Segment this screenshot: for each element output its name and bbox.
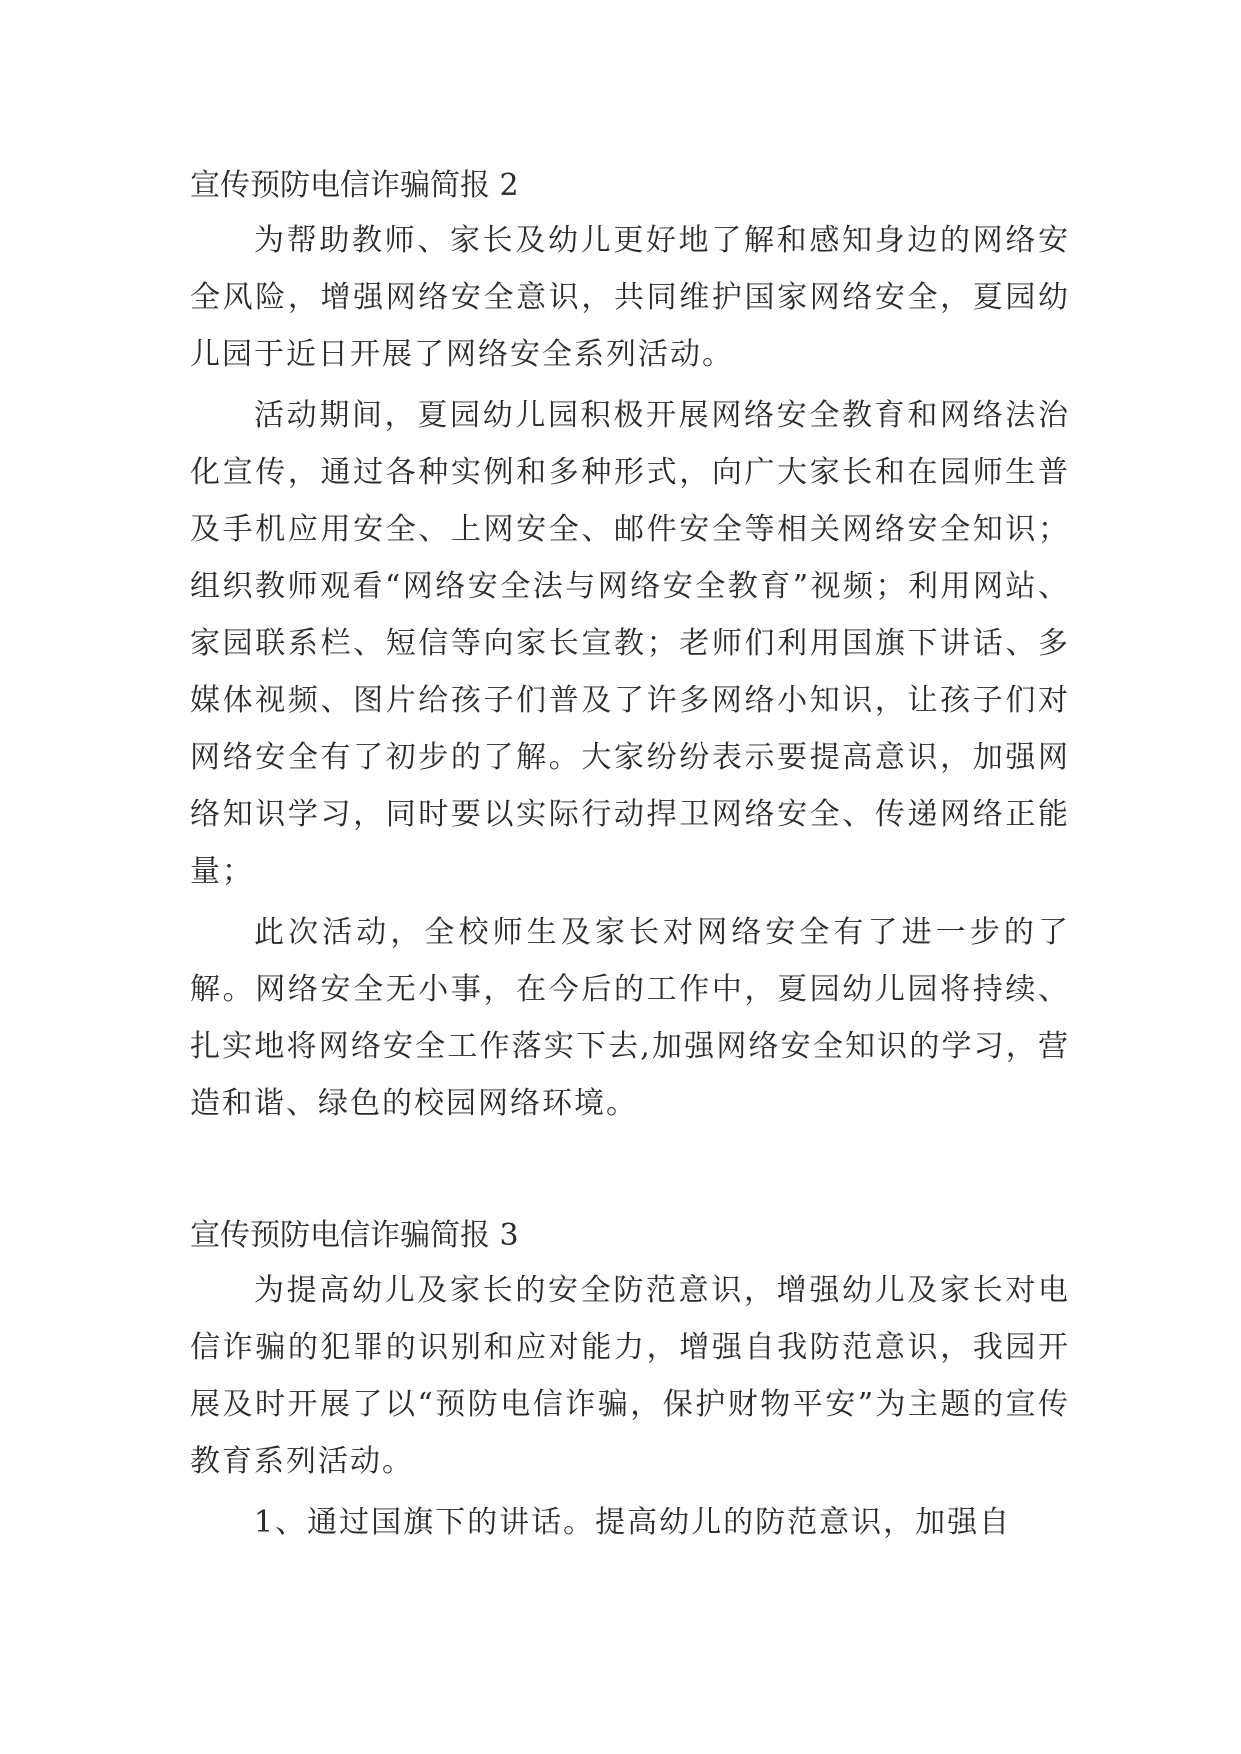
section-title: 宣传预防电信诈骗简报 3: [190, 1218, 519, 1253]
section-title: 宣传预防电信诈骗简报 2: [190, 168, 519, 203]
paragraph: 为帮助教师、家长及幼儿更好地了解和感知身边的网络安全风险，增强网络安全意识，共同维护国家网络安全，夏园幼儿园于近日开展了网络安全系列活动。: [190, 223, 1070, 372]
paragraph: 此次活动，全校师生及家长对网络安全有了进一步的了解。网络安全无小事，在今后的工作中，夏园幼儿园将持续、扎实地将网络安全工作落实下去,加强网络安全知识的学习，营造和谐、绿色的校园网络环境。: [190, 915, 1070, 1121]
report-section-2: [190, 160, 1070, 1132]
paragraph: 1、通过国旗下的讲话。提高幼儿的防范意识，加强自: [254, 1505, 1012, 1540]
paragraph: 活动期间，夏园幼儿园积极开展网络安全教育和网络法治化宣传，通过各种实例和多种形式，向广大家长和在园师生普及手机应用安全、上网安全、邮件安全等相关网络安全知识；组织教师观看“网络安全法与网络安全教育”视频；利用网站、家园联系栏、短信等向家长宣教；老师们利用国旗下讲话、多媒体视频、图片给孩子们普及了许多网络小知识，让孩子们对网络安全有了初步的了解。大家纷纷表示要提高意识，加强网络知识学习，同时要以实际行动捍卫网络安全、传递网络正能量；: [190, 398, 1070, 889]
report-section-3: [190, 1210, 1070, 1551]
paragraph: 为提高幼儿及家长的安全防范意识，增强幼儿及家长对电信诈骗的犯罪的识别和应对能力，增强自我防范意识，我园开展及时开展了以“预防电信诈骗，保护财物平安”为主题的宣传教育系列活动。: [190, 1273, 1070, 1479]
